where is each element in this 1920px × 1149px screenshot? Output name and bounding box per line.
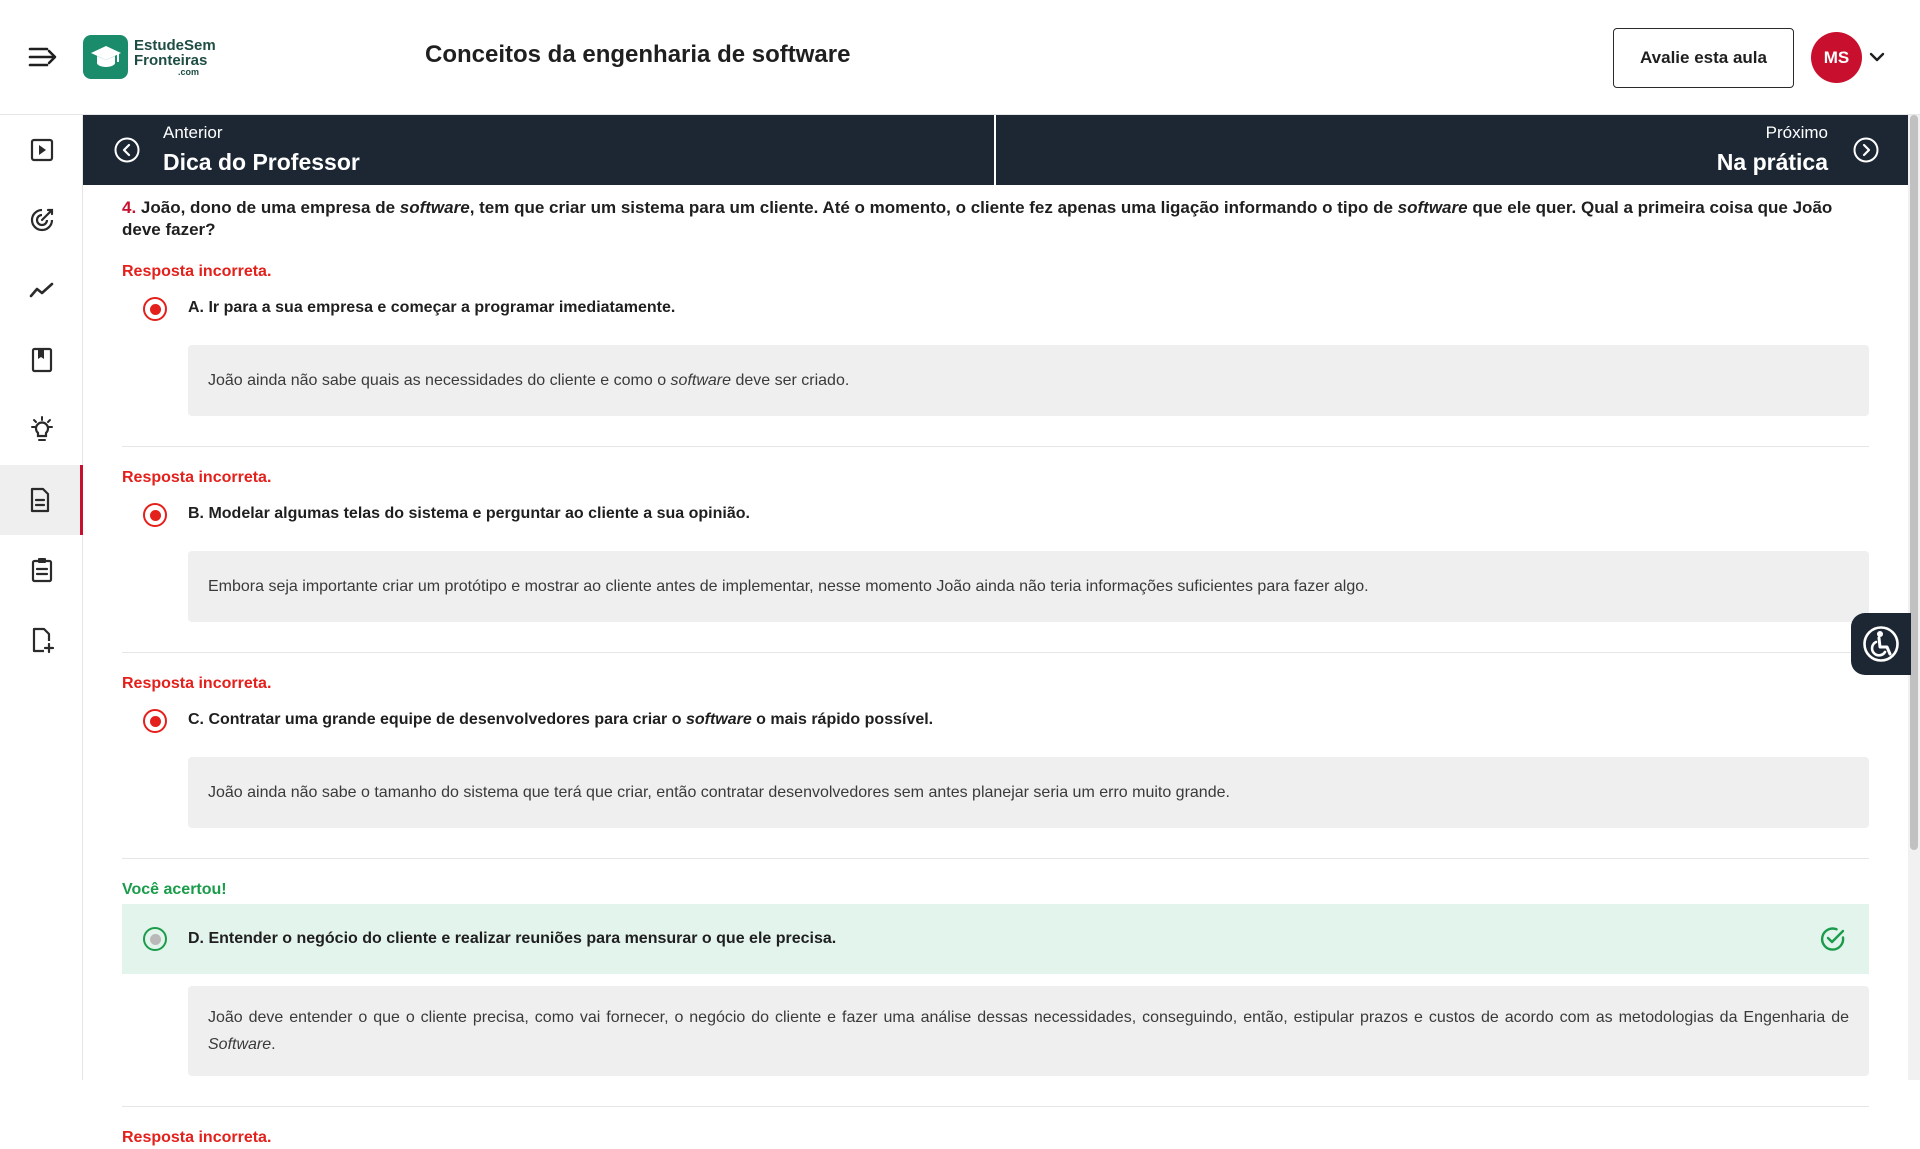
label-part: o mais rápido possível. bbox=[751, 711, 934, 728]
top-bar bbox=[0, 0, 1920, 115]
radio-selected-icon[interactable] bbox=[143, 503, 167, 527]
option-block-c bbox=[122, 675, 1869, 859]
bookmark-icon bbox=[28, 346, 56, 374]
answer-status: Resposta incorreta. bbox=[122, 469, 272, 486]
option-feedback bbox=[188, 986, 1869, 1076]
previous-label: Anterior bbox=[163, 123, 223, 142]
answer-status: Resposta incorreta. bbox=[122, 263, 272, 280]
sidebar-item-reading[interactable] bbox=[0, 325, 83, 395]
next-title: Na prática bbox=[1716, 149, 1828, 175]
option-block-a bbox=[122, 263, 1869, 447]
menu-toggle-icon[interactable] bbox=[28, 45, 58, 69]
option-d[interactable] bbox=[122, 904, 1869, 974]
logo-line1: EstudeSem bbox=[134, 36, 216, 54]
question-number: 4. bbox=[122, 198, 137, 217]
feedback-italic: software bbox=[670, 372, 732, 389]
add-document-icon bbox=[28, 626, 56, 654]
sidebar-item-progress[interactable] bbox=[0, 255, 83, 325]
question-text bbox=[122, 197, 1869, 241]
scrollbar-thumb[interactable] bbox=[1910, 115, 1918, 850]
feedback-part: . bbox=[271, 1036, 276, 1053]
option-block-d bbox=[122, 881, 1869, 1107]
next-label: Próximo bbox=[1765, 123, 1828, 142]
answer-status: Resposta incorreta. bbox=[122, 675, 272, 692]
option-b[interactable] bbox=[122, 489, 1869, 539]
next-lesson-link[interactable] bbox=[996, 115, 1908, 185]
lesson-navigation bbox=[83, 115, 1908, 185]
accessibility-button[interactable] bbox=[1851, 613, 1911, 675]
chevron-right-circle-icon bbox=[1853, 137, 1879, 163]
trend-icon bbox=[28, 276, 56, 304]
chevron-down-icon[interactable] bbox=[1868, 48, 1886, 66]
feedback-part: deve ser criado. bbox=[731, 372, 850, 389]
check-circle-icon bbox=[1819, 925, 1847, 953]
option-label: D. Entender o negócio do cliente e realizar reuniões para mensurar o que ele precisa. bbox=[188, 930, 837, 947]
clipboard-icon bbox=[28, 556, 56, 584]
sidebar-item-video[interactable] bbox=[0, 115, 83, 185]
logo-line2: Fronteiras bbox=[134, 51, 208, 69]
sidebar-item-tips[interactable] bbox=[0, 395, 83, 465]
radio-icon[interactable] bbox=[143, 927, 167, 951]
option-block-e bbox=[122, 1129, 1869, 1149]
previous-lesson-link[interactable] bbox=[83, 115, 996, 185]
question-italic: software bbox=[1397, 198, 1468, 217]
logo[interactable] bbox=[83, 35, 216, 79]
logo-suffix: .com bbox=[178, 66, 200, 77]
label-part: C. Contratar uma grande equipe de desenvolvedores para criar o bbox=[188, 711, 686, 728]
option-label bbox=[188, 711, 933, 729]
sidebar-item-objectives[interactable] bbox=[0, 185, 83, 255]
sidebar-item-practice[interactable] bbox=[0, 535, 83, 605]
graduation-cap-icon bbox=[83, 35, 128, 79]
feedback-part: João deve entender o que o cliente precisa, como vai fornecer, o negócio do cliente e fazer uma análise dessas necessidades, conseguindo, então, estipular prazos e custos de acordo com as metodologias da Engenharia de bbox=[208, 1009, 1849, 1026]
label-italic: software bbox=[685, 711, 752, 728]
answer-status: Você acertou! bbox=[122, 881, 227, 898]
option-feedback: Embora seja importante criar um protótipo e mostrar ao cliente antes de implementar, nesse momento João ainda não teria informações suficientes para fazer algo. bbox=[188, 551, 1869, 622]
option-c[interactable] bbox=[122, 695, 1869, 745]
radio-selected-icon[interactable] bbox=[143, 297, 167, 321]
feedback-part: João ainda não sabe quais as necessidades do cliente e como o bbox=[208, 372, 671, 389]
document-icon bbox=[26, 486, 54, 514]
sidebar-item-exercises[interactable] bbox=[0, 465, 83, 535]
rate-lesson-button[interactable]: Avalie esta aula bbox=[1613, 28, 1794, 88]
play-icon bbox=[28, 136, 56, 164]
previous-title: Dica do Professor bbox=[163, 149, 360, 175]
question-part: João, dono de uma empresa de bbox=[136, 198, 400, 217]
question-part: que ele quer. Qual a primeira coisa que João deve fazer? bbox=[122, 198, 1833, 239]
question-part: , tem que criar um sistema para um cliente. Até o momento, o cliente fez apenas uma ligação informando o tipo de bbox=[469, 198, 1398, 217]
option-label: B. Modelar algumas telas do sistema e perguntar ao cliente a sua opinião. bbox=[188, 505, 750, 522]
radio-selected-icon[interactable] bbox=[143, 709, 167, 733]
avatar[interactable]: MS bbox=[1811, 32, 1862, 83]
feedback-italic: Software bbox=[208, 1036, 272, 1053]
accessibility-icon bbox=[1862, 625, 1900, 663]
option-a[interactable] bbox=[122, 283, 1869, 333]
sidebar-item-more[interactable] bbox=[0, 605, 83, 675]
lightbulb-icon bbox=[28, 416, 56, 444]
chevron-left-circle-icon bbox=[114, 137, 140, 163]
page-title: Conceitos da engenharia de software bbox=[425, 41, 851, 68]
option-label: A. Ir para a sua empresa e começar a programar imediatamente. bbox=[188, 299, 676, 316]
target-icon bbox=[28, 206, 56, 234]
exercise-content bbox=[122, 185, 1869, 1146]
option-feedback bbox=[188, 345, 1869, 416]
sidebar bbox=[0, 115, 83, 1080]
question-italic: software bbox=[399, 198, 470, 217]
answer-status: Resposta incorreta. bbox=[122, 1129, 272, 1146]
option-block-b bbox=[122, 469, 1869, 653]
option-feedback: João ainda não sabe o tamanho do sistema que terá que criar, então contratar desenvolvedores sem antes planejar seria um erro muito grande. bbox=[188, 757, 1869, 828]
